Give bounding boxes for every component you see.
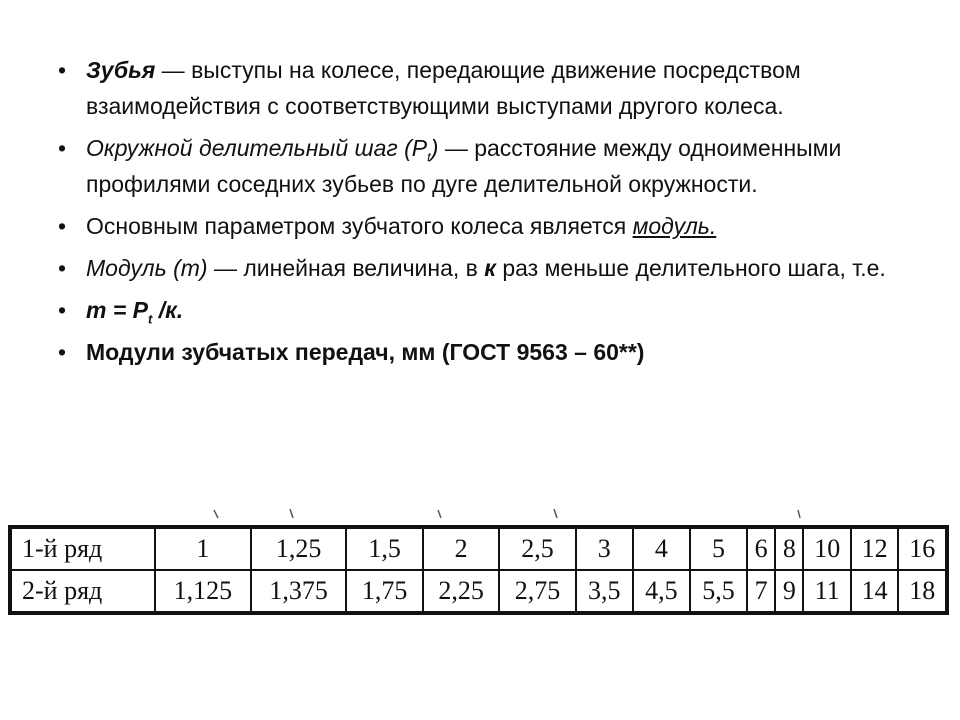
bullet-dot: • xyxy=(58,213,67,239)
bullet-dot: • xyxy=(58,57,67,83)
bullet-main-parameter xyxy=(56,208,916,244)
bullet-dot: • xyxy=(58,255,67,281)
definition-module-a: — линейная величина, в xyxy=(207,255,485,281)
bullet-formula xyxy=(56,292,916,328)
table-cell: 3 xyxy=(576,528,633,570)
table-row xyxy=(11,570,946,612)
row-label: 1-й ряд xyxy=(11,528,155,570)
formula xyxy=(86,297,184,327)
table-cell: 4,5 xyxy=(633,570,690,612)
term-pitch-pre: Окружной делительный шаг (P xyxy=(86,135,428,161)
module-term: модуль. xyxy=(632,213,717,239)
formula-sub: t xyxy=(148,311,153,327)
table-cell: 3,5 xyxy=(576,570,633,612)
definition-pitch: — расстояние между одноименными профилями соседних зубьев по дуге делительной окружности. xyxy=(86,135,842,197)
table-cell: 1,25 xyxy=(251,528,347,570)
bullet-dot: • xyxy=(58,297,67,323)
module-table-body xyxy=(11,528,946,612)
definition-teeth: — выступы на колесе, передающие движение посредством взаимодействия с соответствующими выступами другого колеса. xyxy=(86,57,801,119)
table-cell: 2 xyxy=(423,528,499,570)
table-cell: 5 xyxy=(690,528,747,570)
table-cell: 16 xyxy=(898,528,946,570)
module-table-frame xyxy=(8,525,949,615)
main-parameter-text: Основным параметром зубчатого колеса является xyxy=(86,213,633,239)
k-symbol: к xyxy=(484,255,496,281)
term-module: Модуль (m) xyxy=(86,255,208,281)
table-cell: 1,375 xyxy=(251,570,347,612)
table-cell: 11 xyxy=(803,570,850,612)
definition-module-b: раз меньше делительного шага, т.е. xyxy=(495,255,886,281)
term-pitch-sub: t xyxy=(427,149,431,165)
table-cell: 4 xyxy=(633,528,690,570)
term-teeth: Зубья xyxy=(86,57,156,83)
row-label: 2-й ряд xyxy=(11,570,155,612)
table-cell: 12 xyxy=(851,528,898,570)
bullet-module xyxy=(56,250,916,286)
bullet-teeth xyxy=(56,52,916,124)
bullet-table-title xyxy=(56,334,916,370)
table-cell: 5,5 xyxy=(690,570,747,612)
term-pitch-post: ) xyxy=(430,135,439,161)
bullet-pitch xyxy=(56,130,916,202)
scan-artifact-marks xyxy=(8,506,949,520)
table-cell: 2,25 xyxy=(423,570,499,612)
table-cell: 1 xyxy=(155,528,251,570)
table-cell: 2,5 xyxy=(499,528,575,570)
formula-post: /к. xyxy=(152,297,184,323)
bullet-dot: • xyxy=(58,339,67,365)
bullet-list xyxy=(56,52,916,376)
table-row xyxy=(11,528,946,570)
table-cell: 1,5 xyxy=(346,528,422,570)
table-cell: 10 xyxy=(803,528,850,570)
table-cell: 8 xyxy=(775,528,803,570)
table-cell: 7 xyxy=(747,570,775,612)
table-cell: 1,75 xyxy=(346,570,422,612)
table-cell: 6 xyxy=(747,528,775,570)
formula-pre: m = P xyxy=(86,297,149,323)
table-title: Модули зубчатых передач, мм (ГОСТ 9563 – 60**) xyxy=(86,339,645,365)
bullet-dot: • xyxy=(58,135,67,161)
table-cell: 2,75 xyxy=(499,570,575,612)
table-cell: 1,125 xyxy=(155,570,251,612)
term-pitch xyxy=(86,135,439,165)
module-table xyxy=(10,527,947,613)
table-cell: 18 xyxy=(898,570,946,612)
table-cell: 14 xyxy=(851,570,898,612)
table-cell: 9 xyxy=(775,570,803,612)
